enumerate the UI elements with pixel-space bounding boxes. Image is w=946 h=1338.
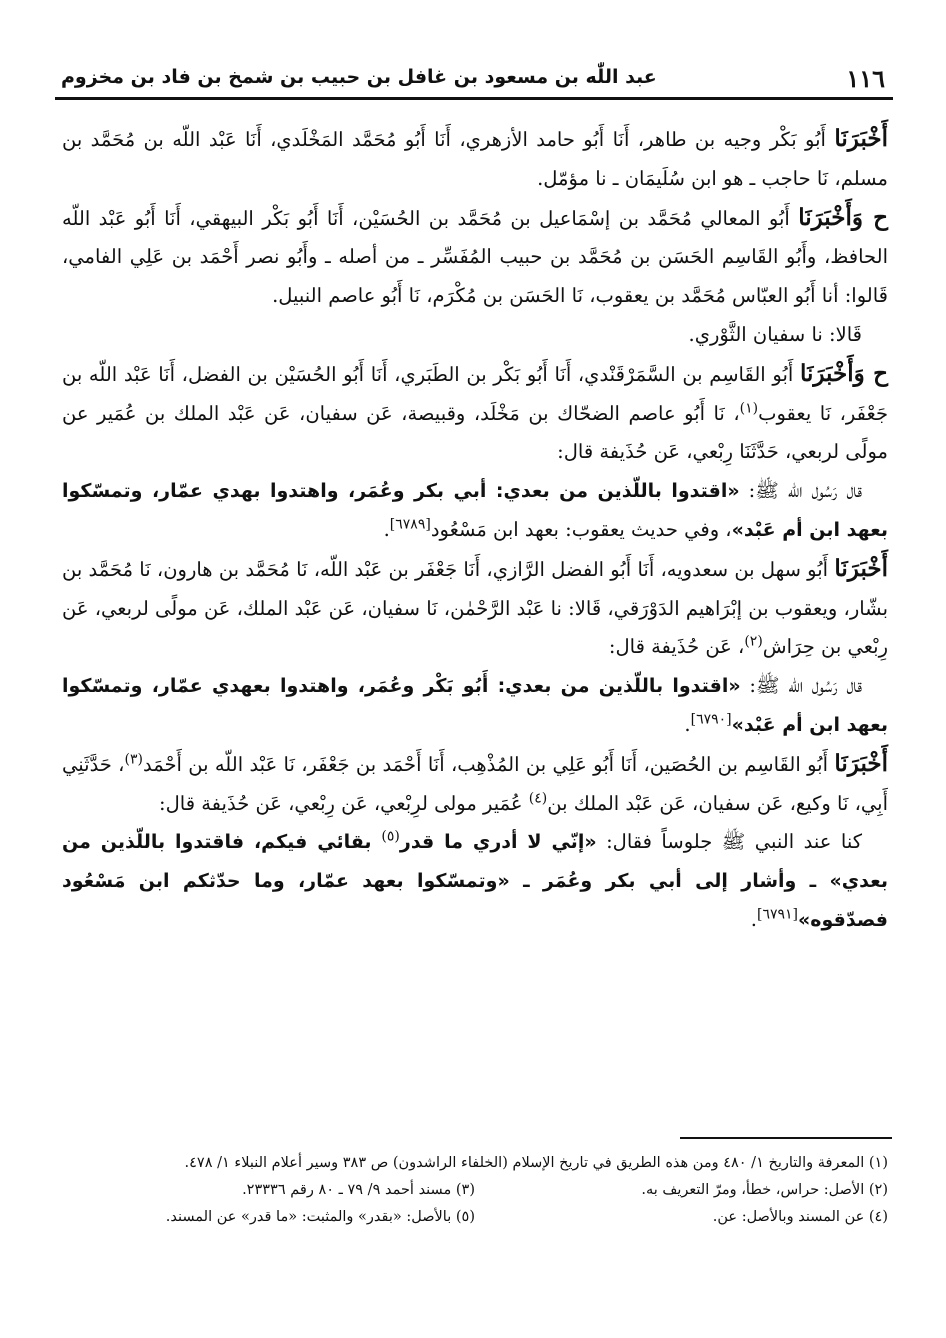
hadith-quote: بقائي فيكم، فاقتدوا باللّذين من بعدي» bbox=[62, 831, 889, 893]
footnote-divider bbox=[680, 1137, 892, 1139]
header-divider bbox=[55, 97, 893, 100]
paragraph-text: قال رَسُول اللّه ﷺ: bbox=[740, 674, 862, 698]
paragraph-text: ، نَا أَبُو عاصم الضحّاك بن مَخْلَد، وقبيصة، عَن سفيان، عَن عَبْد الملك بن عُمَير عن مولًى لربعي، حَدَّثَنَا رِبْعي، عَن حُذَيفة قال: bbox=[62, 401, 888, 464]
footnote-ref: (٤) bbox=[528, 790, 548, 807]
hadith-number: [٦٧٨٩] bbox=[389, 516, 431, 533]
page-number: ١١٦ bbox=[846, 64, 885, 93]
keyword: أَخْبَرَنَا bbox=[834, 554, 888, 582]
paragraph-text: أَبُو المعالي مُحَمَّد بن إسْمَاعيل بن مُحَمَّد بن الحُسَيْن، أَنَا أَبُو بَكْر البيهقي، أَنَا أَبُو عَبْد اللّه الحافظ، وأَبُو القَاسِم الحَسَن بن مُحَمَّد بن حبيب المُفَسِّر ـ من أصله ـ وأَبُو نصر أَحْمَد بن عَلِي الفامي، قَالوا: أنا أَبُو العبّاس مُحَمَّد بن يعقوب، نَا الحَسَن بن مُكْرَم، نَا أَبُو عاصم النبيل. bbox=[62, 206, 888, 308]
paragraph-text: أَبُو سهل بن سعدويه، أَنَا أَبُو الفضل الرَّازي، أَنَا جَعْفَر بن عَبْد اللّه، نَا مُحَمَّد بن هارون، نَا مُحَمَّد بن بشّار، ويعقوب بن إبْرَاهيم الدَوْرَقي، قَالا: نا عَبْد الرَّحْمٰن، نَا سفيان، عَن عَبْد الملك، عَن مولًى لربعي، عَن رِبْعي بن حِرَاش bbox=[62, 557, 888, 659]
paragraph-6 bbox=[62, 550, 888, 667]
paragraph-text: ، عَن حُذَيفة قال: bbox=[608, 635, 745, 659]
footnote-1: (١) المعرفة والتاريخ ١/ ٤٨٠ ومن هذه الطريق في تاريخ الإسلام (الخلفاء الراشدون) ص ٣٨٣ وسير أعلام النبلاء ١/ ٤٧٨. bbox=[184, 1155, 888, 1171]
footnote-ref: (٥) bbox=[381, 828, 400, 845]
punctuation: . bbox=[684, 712, 691, 736]
hadith-quote: «وتمسّكوا بعهد عمّار، وما حدّثكم ابن مَسْعُود فصدّقوه» bbox=[62, 870, 888, 931]
paragraph-text: عُمَير مولى لرِبْعي، عَن رِبْعي، عَن حُذَيفة قال: bbox=[159, 791, 529, 815]
keyword: ح وَأَخْبَرَنَا bbox=[798, 203, 889, 231]
paragraph-8 bbox=[62, 745, 888, 824]
footnote-ref: (٢) bbox=[744, 633, 763, 650]
footnote-2: (٢) الأصل: حراس، خطأ، ومرّ التعريف به. bbox=[641, 1182, 888, 1198]
paragraph-text: ، وفي حديث يعقوب: بعهد ابن مَسْعُود bbox=[430, 517, 732, 541]
footnote-5: (٥) بالأصل: «بقدر» والمثبت: «ما قدر» عن المسند. bbox=[165, 1209, 475, 1225]
paragraph-text: ، حَدَّثَنِي أَبِي، نَا وكيع، عَن سفيان، عَن عَبْد الملك بن bbox=[62, 752, 888, 815]
punctuation: . bbox=[750, 907, 757, 931]
paragraph-text: قال رَسُول اللّه ﷺ: bbox=[739, 479, 862, 503]
footnote-ref: (٣) bbox=[124, 751, 143, 768]
paragraph-text: أَبُو بَكْر وجيه بن طاهر، أَنَا أَبُو حامد الأزهري، أَنَا أَبُو مُحَمَّد المَخْلَدي، أَنَا عَبْد اللّه بن مُحَمَّد بن مسلم، نَا حاجب ـ هو ابن سُلَيمَان ـ نا مؤمّل. bbox=[62, 128, 888, 190]
paragraph-1 bbox=[62, 120, 888, 199]
paragraph-text: كنا عند النبي ﷺ جلوساً فقال: bbox=[596, 830, 862, 854]
hadith-quote: «اقتدوا باللّذين من بعدي: أَبُو بَكْر وعُمَر، واهتدوا بعهدي عمّار، وتمسّكوا بعهد ابن أم عَبْد» bbox=[62, 675, 888, 736]
keyword: ح وَأَخْبَرَنَا bbox=[799, 359, 889, 387]
main-text bbox=[62, 120, 888, 940]
keyword: أَخْبَرَنَا bbox=[834, 125, 888, 152]
paragraph-9 bbox=[62, 823, 888, 939]
keyword: أَخْبَرَنَا bbox=[834, 749, 888, 777]
footnote-row bbox=[62, 1177, 888, 1204]
paragraph-7 bbox=[62, 667, 888, 745]
paragraph-2 bbox=[62, 199, 888, 316]
paragraph-text: أَبُو القَاسِم بن الحُصَين، أَنَا أَبُو عَلِي بن المُذْهِب، أَنَا أَحْمَد بن جَعْفَر، نَا عَبْد اللّه بن أَحْمَد bbox=[142, 752, 835, 776]
paragraph-text: قَالا: نا سفيان الثَّوْري. bbox=[688, 322, 862, 346]
running-title: عبد اللّٰه بن مسعود بن غافل بن حبيب بن شمخ بن فاد بن مخزوم bbox=[61, 66, 657, 88]
paragraph-text: ـ وأشار إلى أبي بكر وعُمَر ـ bbox=[509, 870, 830, 893]
footnote-ref: (١) bbox=[739, 400, 759, 417]
footnotes bbox=[62, 1150, 888, 1231]
hadith-quote: «اقتدوا باللّذين من بعدي: أبي بكر وعُمَر، واهتدوا بهدي عمّار، وتمسّكوا بعهد ابن أم عَبْد» bbox=[62, 480, 888, 541]
footnote-3: (٣) مسند أحمد ٩/ ٧٩ ـ ٨٠ رقم ٢٣٣٣٦. bbox=[242, 1182, 475, 1198]
footnote-row bbox=[62, 1204, 888, 1231]
page-header bbox=[55, 62, 893, 94]
paragraph-text: أَبُو القَاسِم بن السَّمَرْقَنْدي، أَنَا أَبُو بَكْر بن الطَبَري، أَنَا أَبُو الحُسَيْن بن الفضل، أَنَا عَبْد اللّه بن جَعْفَر، نَا يعقوب bbox=[62, 362, 888, 425]
paragraph-4 bbox=[62, 355, 888, 472]
paragraph-3 bbox=[62, 316, 888, 355]
hadith-number: [٦٧٩٠] bbox=[690, 711, 732, 728]
punctuation: . bbox=[383, 517, 390, 541]
footnote-4: (٤) عن المسند وبالأصل: عن. bbox=[712, 1209, 888, 1225]
hadith-quote: «إنّي لا أدري ما قدر bbox=[399, 831, 597, 854]
paragraph-5 bbox=[62, 472, 888, 550]
hadith-number: [٦٧٩١] bbox=[757, 906, 799, 923]
